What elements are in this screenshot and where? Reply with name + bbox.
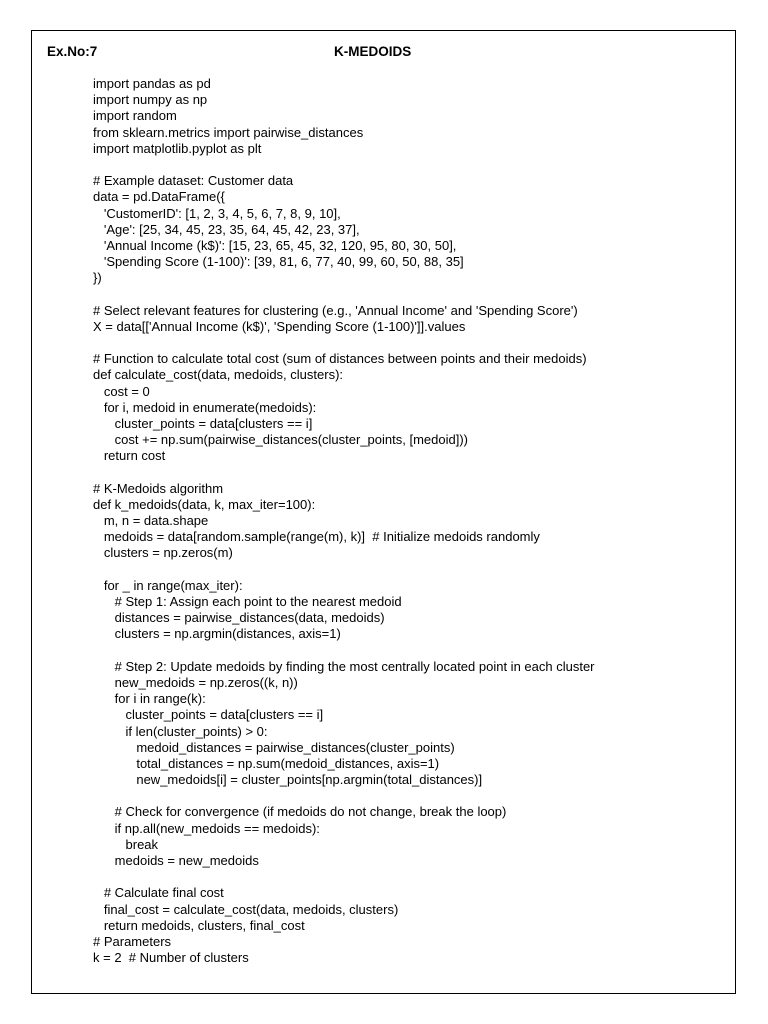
code-line: # Calculate final cost [93, 885, 224, 901]
code-line: medoids = new_medoids [93, 853, 259, 868]
code-line: 'Spending Score (1-100)': [39, 81, 6, 77, 40, 99, 60, 50, 88, 35] [93, 254, 464, 270]
code-line: 'Age': [25, 34, 45, 23, 35, 64, 45, 42, 23, 37], [93, 221, 360, 237]
code-line: for i in range(k): [93, 691, 206, 707]
code-line [93, 562, 723, 578]
code-line: import numpy as np [93, 92, 208, 108]
code-line: # Check for convergence (if medoids do not change, break the loop) [93, 804, 507, 820]
code-line: import pandas as pd [93, 76, 211, 91]
code-line [93, 643, 723, 659]
code-line: m, n = data.shape [93, 513, 209, 529]
code-line: # Parameters [93, 933, 172, 949]
code-line: cost += np.sum(pairwise_distances(cluster_points, [medoid])) [93, 432, 468, 448]
code-line: import random [93, 108, 177, 124]
code-line: final_cost = calculate_cost(data, medoids, clusters) [93, 901, 399, 917]
code-block [93, 76, 723, 966]
code-line: # K-Medoids algorithm [93, 480, 224, 496]
code-line: medoids = data[random.sample(range(m), k)] # Initialize medoids randomly [93, 529, 540, 545]
code-line: return cost [93, 448, 166, 464]
code-line: if np.all(new_medoids == medoids): [93, 820, 320, 836]
code-line: # Example dataset: Customer data [93, 173, 294, 189]
page-title: K-MEDOIDS [334, 44, 412, 59]
code-line: new_medoids[i] = cluster_points[np.argmin(total_distances)] [93, 772, 483, 788]
code-line: # Step 2: Update medoids by finding the most centrally located point in each cluster [93, 658, 595, 674]
code-line: total_distances = np.sum(medoid_distances, axis=1) [93, 755, 440, 771]
code-line: # Function to calculate total cost (sum of distances between points and their medoids) [93, 351, 587, 367]
code-line: for i, medoid in enumerate(medoids): [93, 399, 317, 415]
code-line: X = data[['Annual Income (k$)', 'Spending Score (1-100)']].values [93, 318, 466, 334]
code-line: clusters = np.zeros(m) [93, 545, 233, 561]
code-line: 'CustomerID': [1, 2, 3, 4, 5, 6, 7, 8, 9, 10], [93, 205, 341, 221]
code-line: import matplotlib.pyplot as plt [93, 140, 262, 156]
code-line: }) [93, 270, 102, 286]
exercise-number: Ex.No:7 [47, 44, 98, 59]
code-line: # Select relevant features for clustering (e.g., 'Annual Income' and 'Spending Score') [93, 302, 578, 318]
code-line: cluster_points = data[clusters == i] [93, 707, 324, 723]
code-line: def k_medoids(data, k, max_iter=100): [93, 496, 316, 512]
code-line: 'Annual Income (k$)': [15, 23, 65, 45, 32, 120, 95, 80, 30, 50], [93, 237, 457, 253]
code-line: from sklearn.metrics import pairwise_distances [93, 124, 364, 140]
code-line: # Step 1: Assign each point to the nearest medoid [93, 594, 402, 609]
code-line: medoid_distances = pairwise_distances(cluster_points) [93, 739, 455, 755]
code-line: data = pd.DataFrame({ [93, 189, 225, 205]
code-line [93, 869, 723, 885]
code-line: for _ in range(max_iter): [93, 577, 243, 593]
code-line: clusters = np.argmin(distances, axis=1) [93, 626, 341, 642]
code-line [93, 286, 723, 302]
code-line: return medoids, clusters, final_cost [93, 917, 305, 933]
code-line: cost = 0 [93, 383, 150, 399]
code-line: break [93, 836, 159, 852]
code-line [93, 788, 723, 804]
code-line: new_medoids = np.zeros((k, n)) [93, 674, 298, 690]
code-line: def calculate_cost(data, medoids, clusters): [93, 367, 344, 383]
code-line: cluster_points = data[clusters == i] [93, 415, 313, 431]
code-line [93, 335, 723, 351]
code-line [93, 465, 723, 481]
code-line: if len(cluster_points) > 0: [93, 723, 268, 739]
code-line: k = 2 # Number of clusters [93, 950, 249, 966]
code-line [93, 157, 723, 173]
code-line: distances = pairwise_distances(data, medoids) [93, 610, 385, 626]
